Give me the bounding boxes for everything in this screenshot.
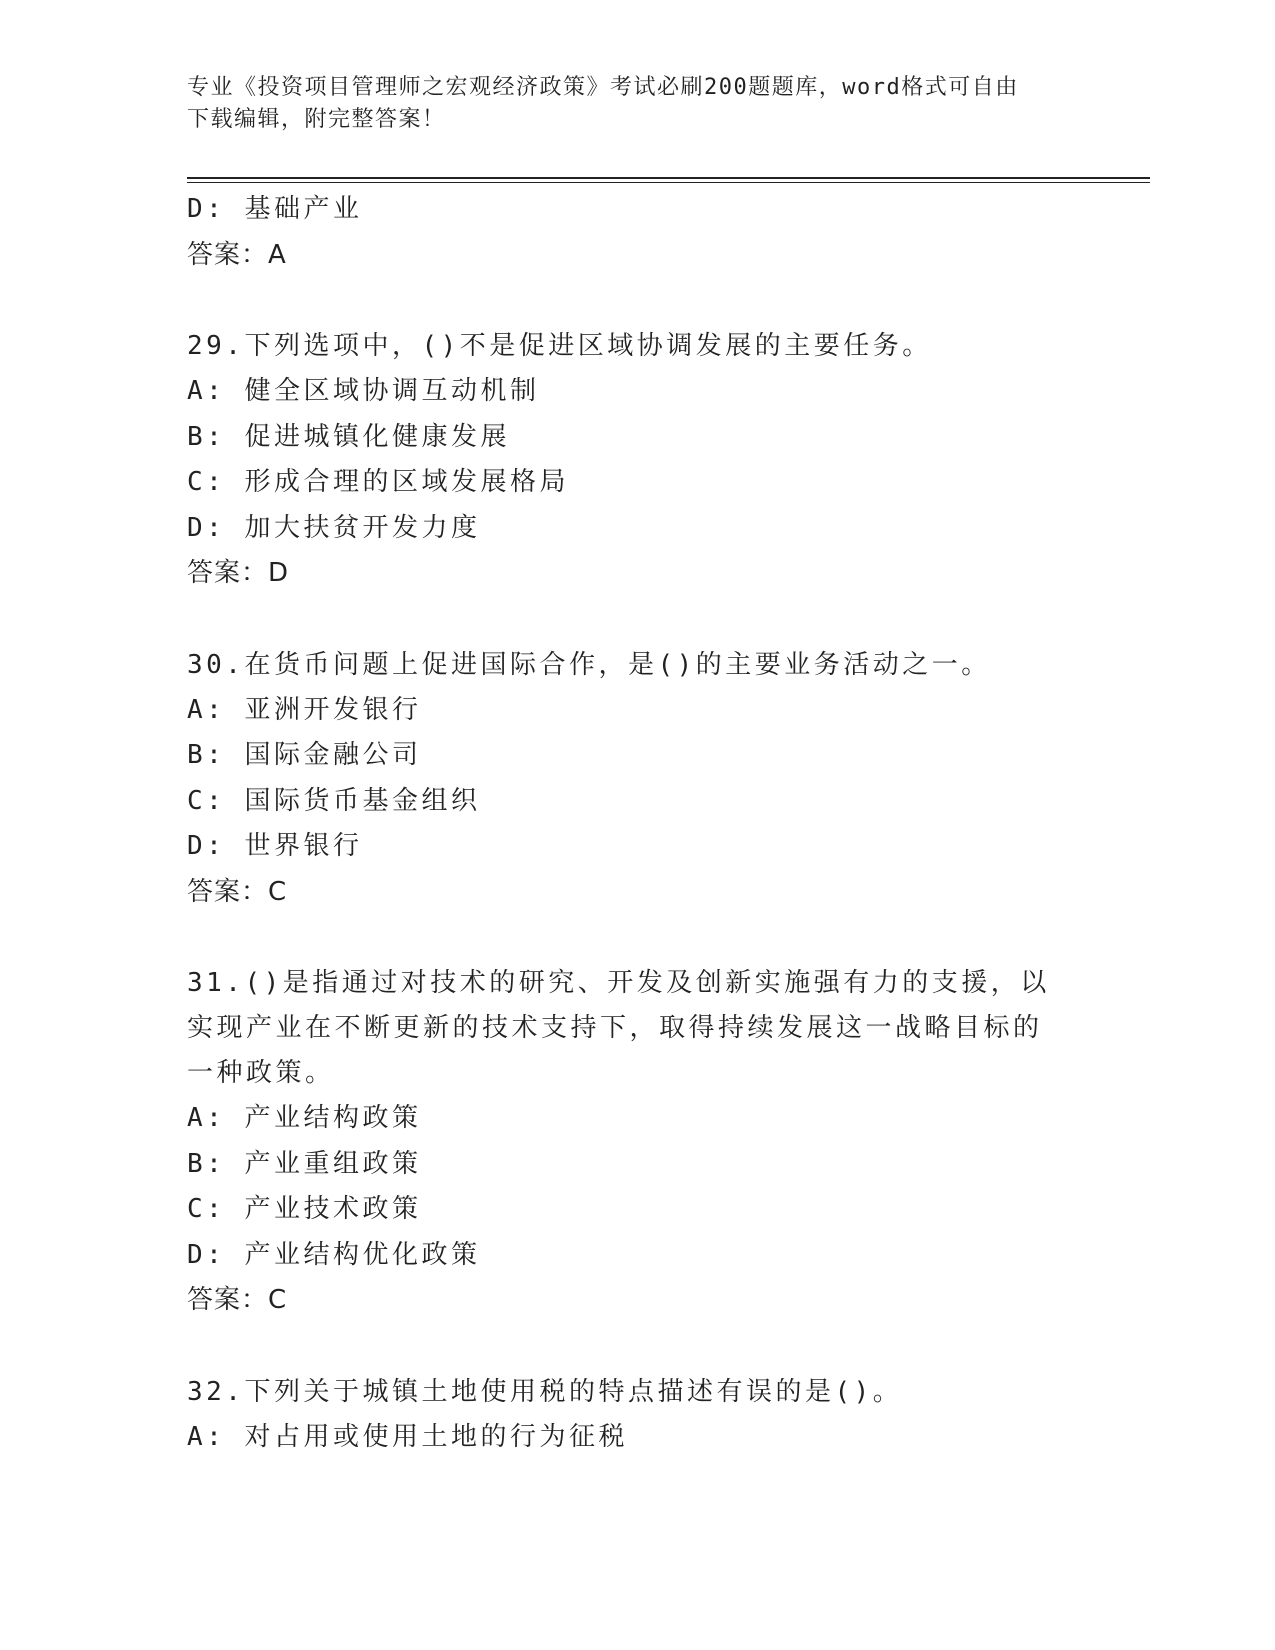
option-d: D: 加大扶贫开发力度: [187, 512, 481, 543]
header-divider-thick: [187, 177, 1150, 179]
header-line-2: 下载编辑，附完整答案！: [187, 107, 446, 132]
answer: 答案：D: [187, 558, 290, 588]
option-a: A: 健全区域协调互动机制: [187, 376, 540, 406]
option-c: C: 产业技术政策: [187, 1194, 422, 1224]
question-list: [187, 187, 1087, 1460]
header-line-1: 专业《投资项目管理师之宏观经济政策》考试必刷200题题库，word格式可自由: [187, 75, 1019, 100]
document-header: [187, 72, 1067, 136]
question-29: [187, 324, 1087, 597]
question-stem: 31.()是指通过对技术的研究、开发及创新实施强有力的支援，以实现产业在不断更新的技术支持下，取得持续发展这一战略目标的一种政策。: [187, 968, 1050, 1088]
option-c: C: 形成合理的区域发展格局: [187, 467, 569, 497]
option-b: B: 国际金融公司: [187, 740, 422, 770]
question-stem: 30.在货币问题上促进国际合作，是()的主要业务活动之一。: [187, 649, 991, 680]
option-c: C: 国际货币基金组织: [187, 785, 481, 816]
answer: 答案：C: [187, 876, 288, 907]
option-a: A: 对占用或使用土地的行为征税: [187, 1421, 628, 1452]
option-b: B: 促进城镇化健康发展: [187, 421, 510, 452]
question-stem: 32.下列关于城镇土地使用税的特点描述有误的是()。: [187, 1376, 903, 1407]
question-31: [187, 961, 1087, 1324]
question-stem: 29.下列选项中，()不是促进区域协调发展的主要任务。: [187, 331, 932, 361]
option-d: D: 基础产业: [187, 194, 363, 224]
option-d: D: 世界银行: [187, 831, 363, 861]
question-30: [187, 643, 1087, 916]
answer: 答案：C: [187, 1285, 288, 1315]
option-a: A: 亚洲开发银行: [187, 694, 422, 725]
option-d: D: 产业结构优化政策: [187, 1239, 481, 1270]
header-divider-thin: [187, 182, 1150, 183]
option-b: B: 产业重组政策: [187, 1148, 422, 1179]
question-32: [187, 1370, 1087, 1461]
option-a: A: 产业结构政策: [187, 1103, 422, 1133]
answer: 答案：A: [187, 239, 287, 270]
